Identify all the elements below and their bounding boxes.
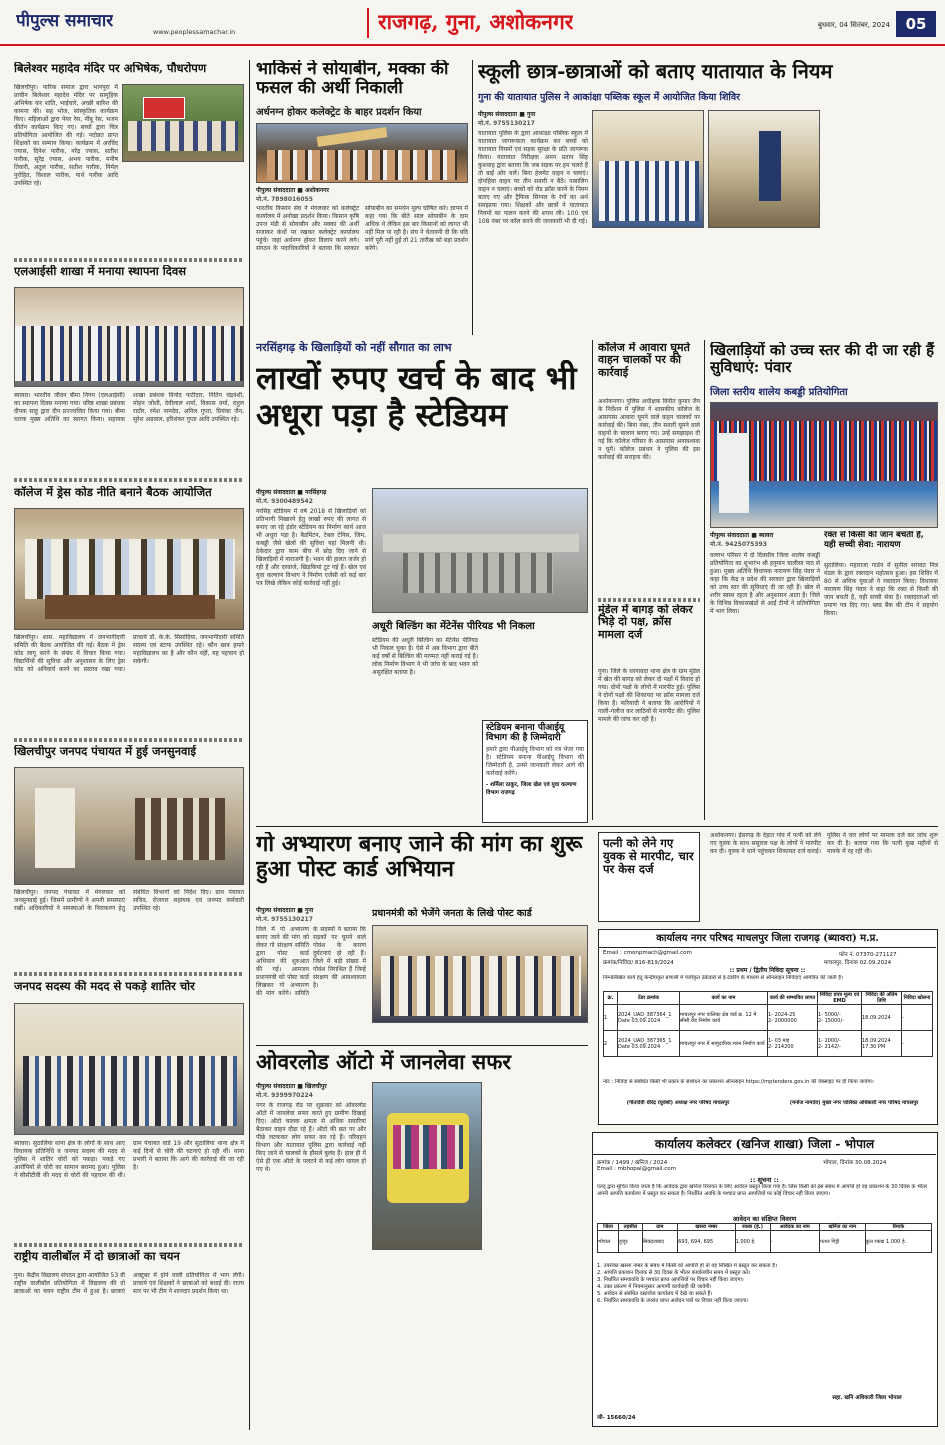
column-rule [592,340,593,820]
gau-headline: गो अभ्यारण बनाए जाने की मांग का शुरू हुआ पोस्ट कार्ड अभियान [256,832,583,882]
chor-headline: जनपद सदस्य की मदद से पकड़े शातिर चोर [14,980,195,993]
column-rule [249,60,250,1430]
tender-table [603,991,933,1057]
bike-headline: कॉलेज में आवारा घूमते वाहन चालकों पर की कार्रवाई [598,342,690,379]
section-rule [256,1045,588,1046]
gau-body: जिले में गो अभ्यारण बनाए जाने की मांग को लेकर गो संरक्षण समिति द्वारा पोस्ट कार्ड अभियान की शुरुआत की गई। आमजन प्रधानमंत्री को पोस्ट कार्ड लिखकर गो अभ्यारण की मांग करेंगे। समिति के सदस्यों ने बताया कि सड़कों पर घूमने वाले गोवंश के कारण दुर्घटनाएं हो रही हैं। जिले में बड़ी संख्या में गोवंश निराश्रित हैं जिन्हें संरक्षण की आवश्यकता है। [256,926,366,998]
mineral-notice [592,1132,938,1427]
list-item: 4. उक्त प्रकरण में नियमानुसार आगामी कार्यवाही की जावेगी। [597,1284,712,1291]
table-row: भोपाल हुजूर सिकंदराबाद 693, 694, 695 1.000 हे. - पत्थर गिट्टी कुल रकबा 1.000 हे. [598,1231,932,1253]
story-divider [14,478,244,482]
kabaddi-byline: पीपुल्स संवाददाता ■ ब्यावरा [710,532,774,539]
auto-photo [372,1082,482,1250]
stadium-headline: लाखों रुपए खर्च के बाद भी अधूरा पड़ा है स्टेडियम [256,360,577,434]
stadium-mobile: मो.नं. 9300489542 [256,498,313,505]
college-photo [14,508,244,630]
blood-body: सुठालिया। महाराजा गार्डन में सुनील सरावत मित्र मंडल के द्वारा रक्तदान महोत्सव हुआ। इस शिविर में 80 से अधिक युवाओं ने रक्तदान किया। विधायक नारायण सिंह पंवार ने कहा कि रक्त से किसी की जान बचती है, यही सच्ची सेवा है। रक्तदाताओं को प्रमाण पत्र दिए गए। ब्लड बैंक की टीम ने सहयोग किया। [824,562,938,618]
kabaddi-photo [710,402,938,528]
masthead-divider [367,8,369,38]
stadium-side-headline: अधूरी बिल्डिंग का मेंटेनेंस पीरियड भी निकला [372,621,535,632]
column-rule [704,340,705,820]
college-body: खिलचीपुर। शास. महाविद्यालय में जनभागीदारी समिति की बैठक आयोजित की गई। बैठक में ड्रेस कोड लागू करने के संबंध में विचार किया गया। विद्यार्थियों की सुविधा और अनुशासन के लिए ड्रेस कोड को अनिवार्य करने का प्रस्ताव रखा गया। प्राचार्य डॉ. के.के. सिसोदिया, जनभागीदारी समिति सदस्य एवं स्टाफ उपस्थित रहे। कौन छात्र हमारे महाविद्यालय का है और कौन नहीं, यह पहचान हो सकेगी। [14,634,244,674]
college-headline: कॉलेज में ड्रेस कोड नीति बनाने बैठक आयोजित [14,486,212,499]
table-row: 2 2024_UAD_387365_1 Date 03.09.2024 माचलपुर नगर में सामुदायिक भवन निर्माण कार्य 1- 03 माह 2- 214200 1- 2000/- 2- 2142/- 18.09.2024 17.30 PM - [604,1031,933,1057]
wife-body: अशोकनगर। ईसागढ़ के देहात गांव में पत्नी को लेने गए युवक के साथ ससुराल पक्ष के लोगों ने मारपीट कर दी। युवक ने थाने पहुंचकर शिकायत दर्ज कराई। पुलिस ने चार लोगों पर मामला दर्ज कर जांच शुरू कर दी है। बताया गया कि पत्नी कुछ महीनों से मायके में रह रही थी। [710,832,938,856]
tender-ref: क्रमांक/निविदा/ 816-819/2024 [603,960,674,966]
bagad-body: गुना। जिले के धरनावदा थाना क्षेत्र के ग्राम मुंडेल में खेत की बागड़ को लेकर दो पक्षों में विवाद हो गया। दोनों पक्षों के लोगों में मारपीट हुई। पुलिस ने दोनों पक्षों की शिकायत पर क्रॉस मामला दर्ज किया है। फरियादी ने बताया कि आरोपियों ने गाली-गलौज कर लाठियों से मारपीट की। पुलिस मामले की जांच कर रही है। [598,668,700,724]
lic-body: ब्यावरा। भारतीय जीवन बीमा निगम (एलआईसी) का स्थापना दिवस मनाया गया। वरिष्ठ शाखा प्रबंधक दीपक साहू द्वारा दीप प्रज्ज्वलित किया गया। बीमा धारक मुख्य अतिथि का स्वागत किया। सहायक शाखा प्रबंधक विनोद पाटीदार, नितिन चंद्रवंशी, मोहन जोशी, देवीलाल शर्मा, विकास वर्मा, राहुल राठौर, रमेश नामदेव, अनिल गुप्ता, प्रियंका जैन, सुरेश अग्रवाल, हरिशंकर गुप्ता आदि उपस्थित रहे। [14,392,244,424]
list-item: 5. आवेदन से संबंधित दस्तावेज कार्यालय में देखे जा सकते हैं। [597,1291,713,1298]
kabaddi-mobile: मो.नं. 9425075393 [710,541,767,548]
masthead-website[interactable]: www.peoplessamachar.in [153,28,236,36]
tender-sign-left: (गीतादेवी धीरेंद्र रघुवंशी) अध्यक्ष नगर परिषद माचलपुर [626,1100,730,1106]
tender-date: माचलपुर, दिनांक 02.09.2024 [824,960,892,966]
mineral-date: भोपाल, दिनांक 30.08.2024 [823,1160,887,1166]
shiv-headline: बिलेश्वर महादेव मंदिर पर अभिषेक, पौधरोपण [14,62,207,75]
stadium-byline: पीपुल्स संवाददाता ■ नरसिंहगढ़ [256,489,327,496]
story-divider [14,258,244,262]
mineral-table [597,1223,932,1253]
wife-headline: पत्नी को लेने गए युवक से मारपीट, चार पर केस दर्ज [598,832,700,922]
auto-body-cont [372,1254,482,1427]
mineral-points [597,1263,932,1305]
kabaddi-body: वल्लभ परिसर में दो दिवसीय जिला शालेय कबड्डी प्रतियोगिता का शुभारंभ श्री हनुमान चालीसा पाठ से हुआ। मुख्य अतिथि विधायक नारायण सिंह पंवार ने कहा कि केंद्र व प्रदेश की सरकार द्वारा खिलाड़ियों को उच्च स्तर की सुविधाएं दी जा रही हैं। खेल से शरीर स्वस्थ रहता है और अनुशासन आता है। जिले के विभिन्न विकासखंडों से आईं टीमों ने प्रतियोगिता में भाग लिया। [710,552,820,616]
list-item: 2. आपत्ति प्रकाशन दिनांक से 30 दिवस के भीतर कार्यालयीन समय में प्रस्तुत करें। [597,1270,751,1277]
auto-headline: ओवरलोड ऑटो में जानलेवा सफर [256,1050,511,1074]
story-divider [14,1243,244,1247]
mineral-kicker: :: सूचना :: [750,1176,779,1184]
kisan-body: भारतीय किसान संघ ने मंगलवार को कलेक्ट्रेट कार्यालय में अनोखा प्रदर्शन किया। किसान कृषि उपज मंडी से सोयाबीन और मक्का की अर्थी सजाकर कंधों पर रखकर कलेक्ट्रेट कार्यालय पहुंचे। जहां अर्धनग्न होकर विलाप करने लगे। संगठन के पदाधिकारियों ने बताया कि सरकार सोयाबीन का समर्थन मूल्य घोषित करे। ज्ञापन में कहा गया कि बीते साल सोयाबीन के दाम अधिक थे लेकिन इस बार किसानों को लागत भी नहीं मिल पा रही है। संघ ने चेतावनी दी कि यदि मांगें पूरी नहीं हुईं तो 21 तारीख को बड़ा प्रदर्शन करेंगे। [256,205,468,253]
stadium-kicker: नरसिंहगढ़ के खिलाड़ियों को नहीं सौगात का लाभ [256,341,452,354]
mineral-title: कार्यालय कलेक्टर (खनिज शाखा) जिला - भोपाल [593,1133,936,1155]
tender-kicker: :: प्रथम / द्वितीय निविदा सूचना :: [729,967,806,974]
kisan-mobile: मो.नं. 7898016055 [256,196,313,203]
kisan-photo [256,123,468,183]
gau-photo [372,925,588,1023]
story-divider [598,598,700,602]
shiv-body-cont [122,165,244,253]
masthead [0,0,945,46]
stadium-side-body: स्टेडियम की अधूरी बिल्डिंग का मेंटेनेंस पीरियड भी निकल चुका है। ऐसे में अब विभाग द्वारा बीते कई वर्षों से बिल्डिंग की मरम्मत नहीं कराई गई है। लोक निर्माण विभाग ने भी जांच के बाद भवन को असुरक्षित बताया है। [372,637,478,677]
mineral-ref: क्रमांक / 1499 / खनिज / 2024 [597,1160,668,1166]
tender-email[interactable]: Email : cmonpmach@gmail.com [603,950,692,956]
kabaddi-subheadline: जिला स्तरीय शालेय कबड्डी प्रतियोगिता [710,387,848,398]
table-row: 1 2024_UAD_387364_1 Date 03.09.2024 माचलपुर नगर पालिका क्षेत्र वार्ड क्र. 12 में सीसी रोड निर्माण कार्य 1- 2024-25 2- 2000000 1- 5000/- 2- 15000/- 18.09.2024 - [604,1005,933,1031]
page-number: 05 [896,11,936,37]
mineral-email[interactable]: Email : mbhopal@gmail.com [597,1166,676,1172]
tender-note: नोट : निविदा से संबंधित किसी भी प्रकार के संशोधन का प्रकाशन ऑनलाइन https://mptenders.gov.in की वेबसाइट पर ही किया जावेगा। [603,1079,874,1085]
stadium-quote-headline: स्टेडियम बनाना पीआईयू विभाग की है जिम्मेदारी [486,723,565,743]
stadium-photo [372,488,588,613]
kisan-headline: भाकिसं ने सोयाबीन, मक्का की फसल की अर्थी निकाली [256,60,449,99]
section-rule [256,826,938,827]
lic-photo [14,287,244,387]
janpad-headline: खिलचीपुर जनपद पंचायत में हुई जनसुनवाई [14,745,197,758]
tender-intro: निम्नलिखित कार्य हेतु केन्द्रीयकृत प्रणाली में पंजीकृत ठेकेदारों से ई-टेंडरिंग के माध्यम से ऑनलाइन निविदाएं आमंत्रित की जाती हैं। [603,975,843,981]
chor-photo [14,1003,244,1135]
stadium-body: नरसिंह स्टेडियम में वर्ष 2018 से खिलाड़ियों को प्रतिभागी निखारने हेतु लाखों रुपए की लागत से बनाए जा रहे इंडोर स्टेडियम का निर्माण कार्य आज भी अधूरा पड़ा है। बैडमिंटन, टेबल टेनिस, जिम, कबड्डी जैसे खेलों की सुविधा यहां मिलनी थी। ठेकेदार द्वारा काम बीच में छोड़ दिए जाने से खिलाड़ियों में नाराजगी है। भवन की हालत जर्जर हो रही है और दरवाजे, खिड़कियां टूट गई हैं। खेल एवं युवा कल्याण विभाग ने निर्माण एजेंसी को कई बार पत्र लिखे लेकिन कोई कार्रवाई नहीं हुई। [256,508,366,588]
lic-headline: एलआईसी शाखा में मनाया स्थापना दिवस [14,265,186,278]
story-divider [14,738,244,742]
mineral-code: जी- 15660/24 [597,1415,636,1421]
mineral-table-header: जिला तहसील ग्राम खसरा नम्बर रकबा (हे.) आवेदक का नाम खनिज का नाम रिमार्क [598,1224,932,1231]
stadium-side-body-cont [482,637,588,717]
volley-body: गुना। केंद्रीय विद्यालय संगठन द्वारा आयोजित 53 वीं राष्ट्रीय वालीबॉल प्रतियोगिता में विद्यालय की दो छात्राओं का चयन राष्ट्रीय टीम में हुआ है। छात्राएं अक्टूबर में होने वाली प्रतियोगिता में भाग लेंगी। प्राचार्य एवं शिक्षकों ने छात्राओं को बधाई दी। राज्य स्तर पर भी टीम ने शानदार प्रदर्शन किया था। [14,1272,244,1296]
stadium-quote-sign: - शर्मिला ठाकुर, जिला खेल एवं युवा कल्याण विभाग राजगढ़ [486,781,577,796]
masthead-logo: पीपुल्स समाचार [16,11,114,31]
gau-subheadline: प्रधानमंत्री को भेजेंगे जनता के लिखे पोस्ट कार्ड [372,908,532,919]
school-photo-2 [708,110,820,228]
tender-table-header: क्र. टेंडर क्रमांक कार्य का नाम कार्य की सम्भावित लागत निविदा प्रपत्र मूल्य एवं EMD निविदा की अंतिम तिथि निविदा खोलना [604,992,933,1005]
janpad-photo [14,767,244,885]
school-subheadline: गुना की यातायात पुलिस ने आकांक्षा पब्लिक स्कूल में आयोजित किया शिविर [478,92,741,103]
school-headline: स्कूली छात्र-छात्राओं को बताए यातायात के नियम [478,60,833,83]
masthead-date: बुधवार, 04 सितंबर, 2024 [817,21,890,29]
school-photo-1 [592,110,704,228]
gau-byline: पीपुल्स संवाददाता ■ गुना [256,907,314,914]
mineral-intro: एतद् द्वारा सूचित किया जाता है कि आवेदक द्वारा खनिज रियायत के लिए आवेदन प्रस्तुत किया गया है। जिस किसी को इस संबंध में आपत्ति हो वह प्रकाशन के 30 दिवस के भीतर अपनी आपत्ति कार्यालय में प्रस्तुत कर सकता है। निर्धारित अवधि के पश्चात प्राप्त आपत्तियों पर कोई विचार नहीं किया जाएगा। [597,1184,928,1197]
mineral-sign: सहा. खनि अधिकारी जिला भोपाल [832,1395,902,1401]
bike-body: अशोकनगर। पुलिस अधीक्षक विनीत कुमार जैन के निर्देशन में पुलिस ने शासकीय कॉलेज के आसपास आवारा घूमने वाले वाहन चालकों पर कार्रवाई की। बिना नंबर, तीन सवारी घूमने वाले वाहनों के चालान बनाए गए। उन्हें समझाइश दी गई कि कॉलेज परिसर के आसपास अनावश्यक न घूमें। कॉलेज प्रबंधन ने पुलिस की इस कार्रवाई की सराहना की। [598,398,700,462]
school-mobile: मो.नं. 9755130217 [478,120,535,127]
gau-body-cont [372,1026,588,1040]
stadium-quote-body: हमारे द्वारा पीआईयू विभाग को पत्र भेजा गया है। स्टेडियम बनाना पीआईयू विभाग की जिम्मेदारी है, उनसे जानकारी लेकर आगे की कार्रवाई करेंगे। [486,745,584,777]
tender-sign-right: (मनोज नामदेव) मुख्य नगर पालिका अधिकारी नगर परिषद माचलपुर [789,1100,919,1106]
blood-headline: रक्त से किसी की जान बचती है, यही सच्ची सेवा: नारायण [824,531,924,550]
masthead-region: राजगढ़, गुना, अशोकनगर [378,9,574,34]
school-byline: पीपुल्स संवाददाता ■ गुना [478,111,536,118]
school-body-side [824,110,938,335]
auto-body-side [486,1082,588,1427]
auto-byline: पीपुल्स संवाददाता ■ खिलचीपुर [256,1083,327,1090]
bagad-headline: मुंडेल में बागड़ को लेकर भिड़े दो पक्ष, क्रॉस मामला दर्ज [598,604,693,641]
shiv-photo [122,84,244,162]
story-divider [14,972,244,976]
tender-title: कार्यालय नगर परिषद माचलपुर जिला राजगढ़ (ब्यावरा) म.प्र. [599,930,936,948]
kabaddi-headline: खिलाड़ियों को उच्च स्तर की दी जा रही हैं सुविधाएं: पंवार [710,342,935,376]
mineral-table-title: आवेदन का संक्षिप्त विवरण [732,1215,797,1223]
school-body: यातायात पुलिस के द्वारा आकांक्षा पब्लिक स्कूल में यातायात जागरूकता कार्यक्रम कर बच्चों को यातायात नियमों एवं सड़क सुरक्षा के प्रति जागरूक किया। यातायात निरीक्षक अमन प्रताप सिंह कुशवाह द्वारा बताया कि जब सड़क पर हम चलते हैं तो बाईं ओर चलें। बिना हेलमेट वाहन न चलाएं। दोपहिया वाहन पर तीन सवारी न बैठें। नाबालिग वाहन न चलाएं। बच्चों को रोड क्रॉस करने के नियम बताए गए और ट्रैफिक सिग्नल के रंगों का अर्थ समझाया गया। शिक्षकों और छात्रों ने यातायात नियमों का पालन करने की शपथ ली। 100 एवं 108 नंबर पर कॉल करने की जानकारी भी दी गई। [478,130,588,226]
auto-mobile: मो.नं. 9399970224 [256,1092,313,1099]
tender-phone: फोन नं. 07370-271127 [839,952,897,958]
tender-notice [598,929,938,1125]
chor-body: ब्यावरा। सुठालिया थाना क्षेत्र के लोगों के साथ आए विधायक प्रतिनिधि व जनपद सदस्य की मदद से पुलिस ने शातिर चोरों को पकड़ा। पकड़े गए आरोपियों से चोरी का सामान बरामद हुआ। पुलिस ने सीसीटीवी की मदद से चोरों की पहचान की थी। ग्राम पंचायत वार्ड 19 और सुठालिया थाना क्षेत्र में कई दिनों से चोरी की घटनाएं हो रही थीं। थाना प्रभारी ने बताया कि आगे की कार्रवाई की जा रही है। [14,1140,244,1180]
kisan-subheadline: अर्धनग्न होकर कलेक्ट्रेट के बाहर प्रदर्शन किया [256,107,422,118]
shiv-body: खिलचीपुर। पारिक समाज द्वारा भानपुरा में प्राचीन बिलेश्वर महादेव मंदिर पर सामूहिक अभिषेक कर शांति, भाईचारे, अच्छी बारिश की कामना की। सह भोज, सांस्कृतिक कार्यक्रम किए। महिलाओं द्वारा पेयर रेस, नींबू रेस, भजन कीर्तन कार्यक्रम किए गए। बच्चों द्वारा चित्र प्रतियोगिता आयोजित की गई। पदोन्नत प्राप्त शिक्षकों का सम्मान किया। कार्यक्रम में अरविंद ज्यास, दिनेश पारीक, नरेंद्र ज्यास, सतीश पारीक, सुरेंद्र ज्यास, अभय पारीक, मनीष तिवारी, अतुल पारीक, सतीश पारीक, निर्मल पुरोहित, विशाल पारीक, पार्थ पारीक आदि उपस्थित रहे। [14,84,118,188]
column-rule [472,60,473,335]
volley-headline: राष्ट्रीय वालीबॉल में दो छात्राओं का चयन [14,1250,180,1263]
list-item: 1. उपरोक्त खसरा नम्बर के संबंध में किसी को आपत्ति हो तो वह लिखित में प्रस्तुत कर सकता है। [597,1263,777,1269]
stadium-quote-box [482,720,588,823]
school-body-cont [592,232,820,335]
auto-body: नगर के राजगढ़ रोड पर शुक्रवार को ओवरलोड ऑटो में जानलेवा सफर करते हुए ग्रामीण दिखाई दिए। ऑटो चालक क्षमता से अधिक सवारियां बैठाकर वाहन दौड़ा रहे हैं। ऑटो की छत पर और पीछे लटककर लोग सफर कर रहे हैं। परिवहन विभाग और यातायात पुलिस द्वारा कार्रवाई नहीं किए जाने से चालकों के हौसले बुलंद हैं। हाल ही में ऐसे ही एक ऑटो के पलटने से कई लोग घायल हो गए थे। [256,1102,366,1174]
list-item: 6. निर्धारित समयावधि के उपरांत प्राप्त आवेदन पत्रों पर विचार नहीं किया जाएगा। [597,1298,749,1305]
list-item: 3. निर्धारित समयावधि के पश्चात प्राप्त आपत्तियों पर विचार नहीं किया जाएगा। [597,1277,744,1284]
janpad-body: खिलचीपुर। जनपद पंचायत में मंगलवार को जनसुनवाई हुई। जिसमें ग्रामीणों ने अपनी समस्याएं रखीं। अधिकारियों ने समस्याओं के निराकरण हेतु संबंधित विभागों को निर्देश दिए। ग्राम पंचायत सचिव, रोजगार सहायक एवं जनपद कर्मचारी उपस्थित रहे। [14,889,244,913]
gau-mobile: मो.नं. 9755130217 [256,916,313,923]
kisan-byline: पीपुल्स संवाददाता ■ अशोकनगर [256,187,329,194]
